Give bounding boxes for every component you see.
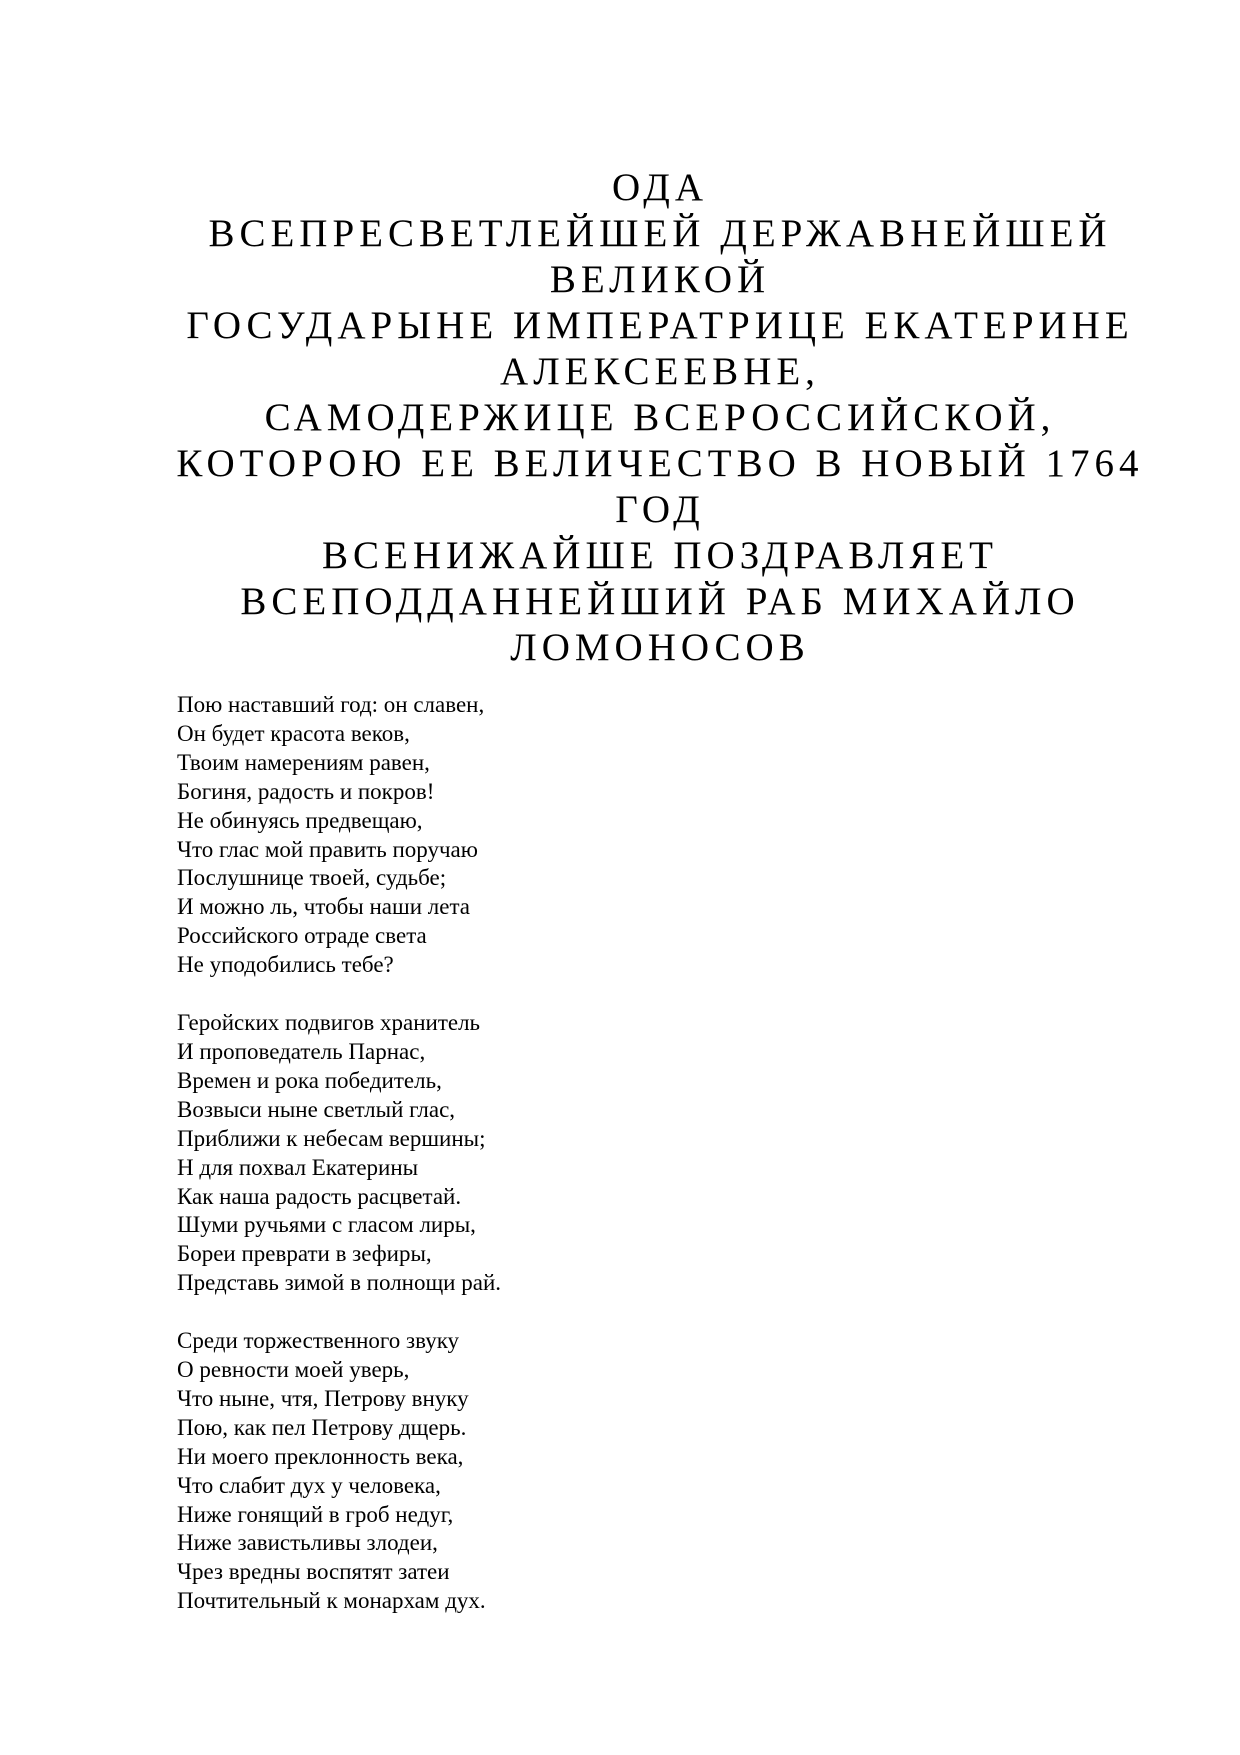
verse-line: Среди торжественного звуку (177, 1328, 460, 1354)
verse-line: Ниже завистьливы злодеи, (177, 1530, 438, 1556)
verse-line: Геройских подвигов хранитель (177, 1010, 481, 1036)
verse-line: Н для похвал Екатерины (177, 1154, 419, 1180)
verse-line: Приближи к небесам вершины; (177, 1125, 486, 1151)
verse-line: Что глас мой править поручаю (177, 836, 478, 862)
title-line: ГОД (615, 488, 705, 531)
stanza-2 (177, 1009, 1077, 1298)
verse-line: Не уподобились тебе? (177, 952, 394, 978)
poem-body (177, 691, 1077, 1645)
verse-line: Российского отраде света (177, 923, 427, 949)
verse-line: Как наша радость расцветай. (177, 1183, 462, 1209)
stanza-1 (177, 691, 1077, 980)
title-line: АЛЕКСЕЕВНЕ, (500, 350, 820, 393)
verse-line: Представь зимой в полнощи рай. (177, 1270, 502, 1296)
verse-line: Богиня, радость и покров! (177, 778, 435, 804)
verse-line: Пою наставший год: он славен, (177, 692, 485, 717)
verse-line: Послушнице твоей, судьбе; (177, 865, 447, 891)
verse-line: И проповедатель Парнас, (177, 1038, 426, 1064)
verse-line: Шуми ручьями с гласом лиры, (177, 1212, 476, 1238)
verse-line: Времен и рока победитель, (177, 1067, 442, 1093)
title-line: ЛОМОНОСОВ (510, 626, 810, 669)
stanza-3 (177, 1327, 1077, 1616)
title-line: ВЕЛИКОЙ (549, 258, 771, 301)
verse-line: Твоим намерениям равен, (177, 749, 430, 775)
title-line: ВСЕНИЖАЙШЕ ПОЗДРАВЛЯЕТ (322, 534, 998, 577)
title-line: САМОДЕРЖИЦЕ ВСЕРОССИЙСКОЙ, (264, 396, 1056, 439)
title-line: КОТОРОЮ ЕЕ ВЕЛИЧЕСТВО В НОВЫЙ 1764 (176, 442, 1144, 485)
verse-line: Что слабит дух у человека, (177, 1472, 441, 1498)
title-line: ГОСУДАРЫНЕ ИМПЕРАТРИЦЕ ЕКАТЕРИНЕ (186, 304, 1134, 347)
verse-line: И можно ль, чтобы наши лета (177, 894, 470, 920)
ode-title (140, 165, 1180, 671)
title-line: ВСЕПОДДАННЕЙШИЙ РАБ МИХАЙЛО (240, 580, 1080, 623)
verse-line: Он будет красота веков, (177, 720, 410, 746)
verse-line: Чрез вредны воспятят затеи (177, 1559, 450, 1585)
verse-line: Что ныне, чтя, Петрову внуку (177, 1385, 469, 1411)
verse-line: Пою, как пел Петрову дщерь. (177, 1414, 467, 1440)
verse-line: Почтительный к монархам дух. (177, 1588, 486, 1614)
verse-line: О ревности моей уверь, (177, 1357, 410, 1383)
verse-line: Бореи преврати в зефиры, (177, 1241, 432, 1267)
title-line: ВСЕПРЕСВЕТЛЕЙШЕЙ ДЕРЖАВНЕЙШЕЙ (208, 212, 1112, 255)
verse-line: Ниже гонящий в гроб недуг, (177, 1501, 454, 1527)
verse-line: Ни моего преклонность века, (177, 1443, 464, 1469)
verse-line: Не обинуясь предвещаю, (177, 807, 423, 833)
verse-line: Возвыси ныне светлый глас, (177, 1096, 456, 1122)
title-line: ОДА (612, 166, 708, 209)
